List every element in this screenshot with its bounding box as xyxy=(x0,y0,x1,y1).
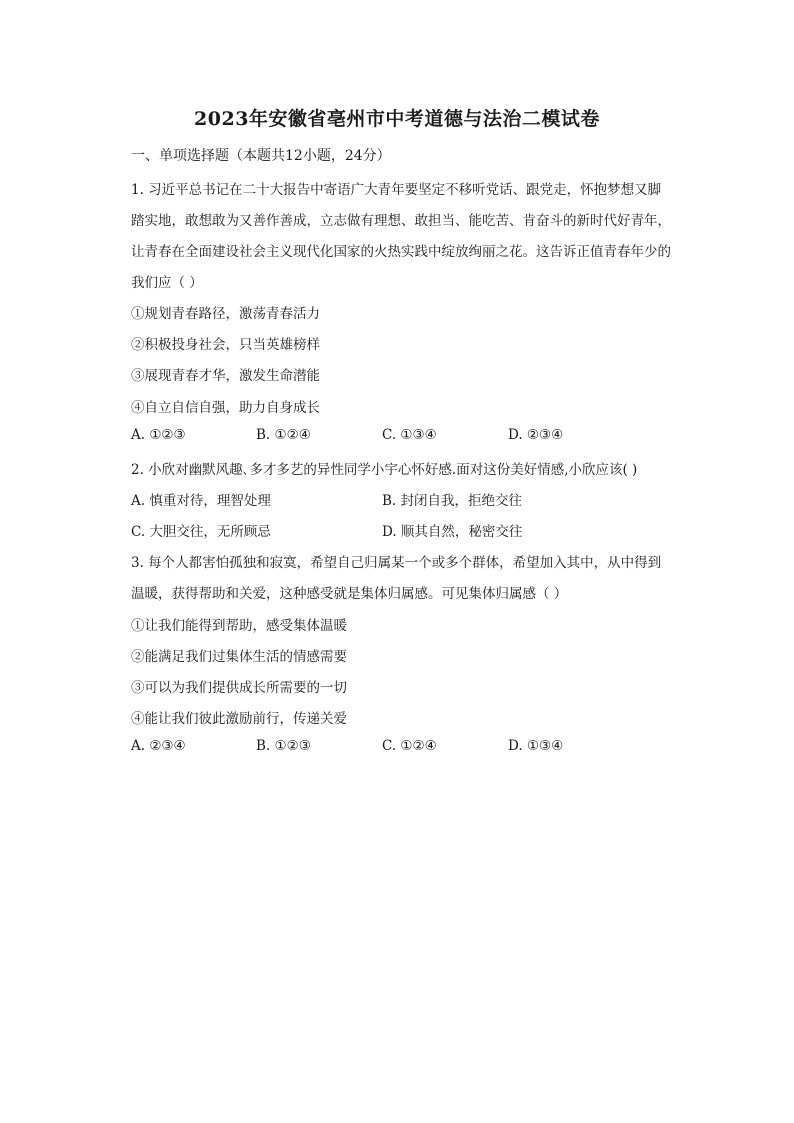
q3-option-b[interactable]: B. ①②③ xyxy=(256,738,311,754)
q2-option-b[interactable]: B. 封闭自我，拒绝交往 xyxy=(382,493,523,509)
q3-option-a[interactable]: A. ②③④ xyxy=(131,738,186,754)
q1-item-4: ④自立自信自强，助力自身成长 xyxy=(131,400,320,416)
q3-item-3: ③可以为我们提供成长所需要的一切 xyxy=(131,680,347,696)
q3-stem-line-2: 温暖，获得帮助和关爱，这种感受就是集体归属感。可见集体归属感（ ） xyxy=(131,586,568,602)
q3-option-d[interactable]: D. ①③④ xyxy=(508,738,564,754)
q1-option-c[interactable]: C. ①③④ xyxy=(382,427,437,443)
q1-stem-line-3: 让青春在全面建设社会主义现代化国家的火热实践中绽放绚丽之花。这告诉正值青春年少的 xyxy=(131,244,671,260)
q1-stem-line-2: 踏实地，敢想敢为又善作善成，立志做有理想、敢担当、能吃苦、肯奋斗的新时代好青年， xyxy=(131,213,671,229)
q1-item-1: ①规划青春路径，激荡青春活力 xyxy=(131,306,320,322)
q3-stem-line-1: 3. 每个人都害怕孤独和寂寞，希望自己归属某一个或多个群体，希望加入其中，从中得到 xyxy=(131,555,662,571)
q1-item-3: ③展现青春才华，激发生命潜能 xyxy=(131,368,320,384)
exam-title: 2023年安徽省亳州市中考道德与法治二模试卷 xyxy=(194,108,600,130)
q3-item-4: ④能让我们彼此激励前行，传递关爱 xyxy=(131,711,347,727)
section-heading: 一、单项选择题（本题共12小题，24分） xyxy=(131,148,391,164)
q1-option-a[interactable]: A. ①②③ xyxy=(131,427,186,443)
q1-stem-line-4: 我们应（ ） xyxy=(131,275,203,291)
q2-stem: 2. 小欣对幽默风趣､多才多艺的异性同学小宇心怀好感.面对这份美好情感,小欣应该( ) xyxy=(131,462,638,478)
q3-item-2: ②能满足我们过集体生活的情感需要 xyxy=(131,649,347,665)
q2-option-c[interactable]: C. 大胆交往，无所顾忌 xyxy=(131,524,271,540)
q2-option-d[interactable]: D. 顺其自然，秘密交往 xyxy=(382,524,523,540)
q1-stem-line-1: 1. 习近平总书记在二十大报告中寄语广大青年要坚定不移听党话、跟党走，怀抱梦想又脚 xyxy=(131,182,662,198)
q2-option-a[interactable]: A. 慎重对待，理智处理 xyxy=(131,493,271,509)
q1-option-d[interactable]: D. ②③④ xyxy=(508,427,564,443)
q3-item-1: ①让我们能得到帮助，感受集体温暖 xyxy=(131,618,347,634)
q1-item-2: ②积极投身社会，只当英雄榜样 xyxy=(131,337,320,353)
q1-option-b[interactable]: B. ①②④ xyxy=(256,427,311,443)
q3-option-c[interactable]: C. ①②④ xyxy=(382,738,437,754)
